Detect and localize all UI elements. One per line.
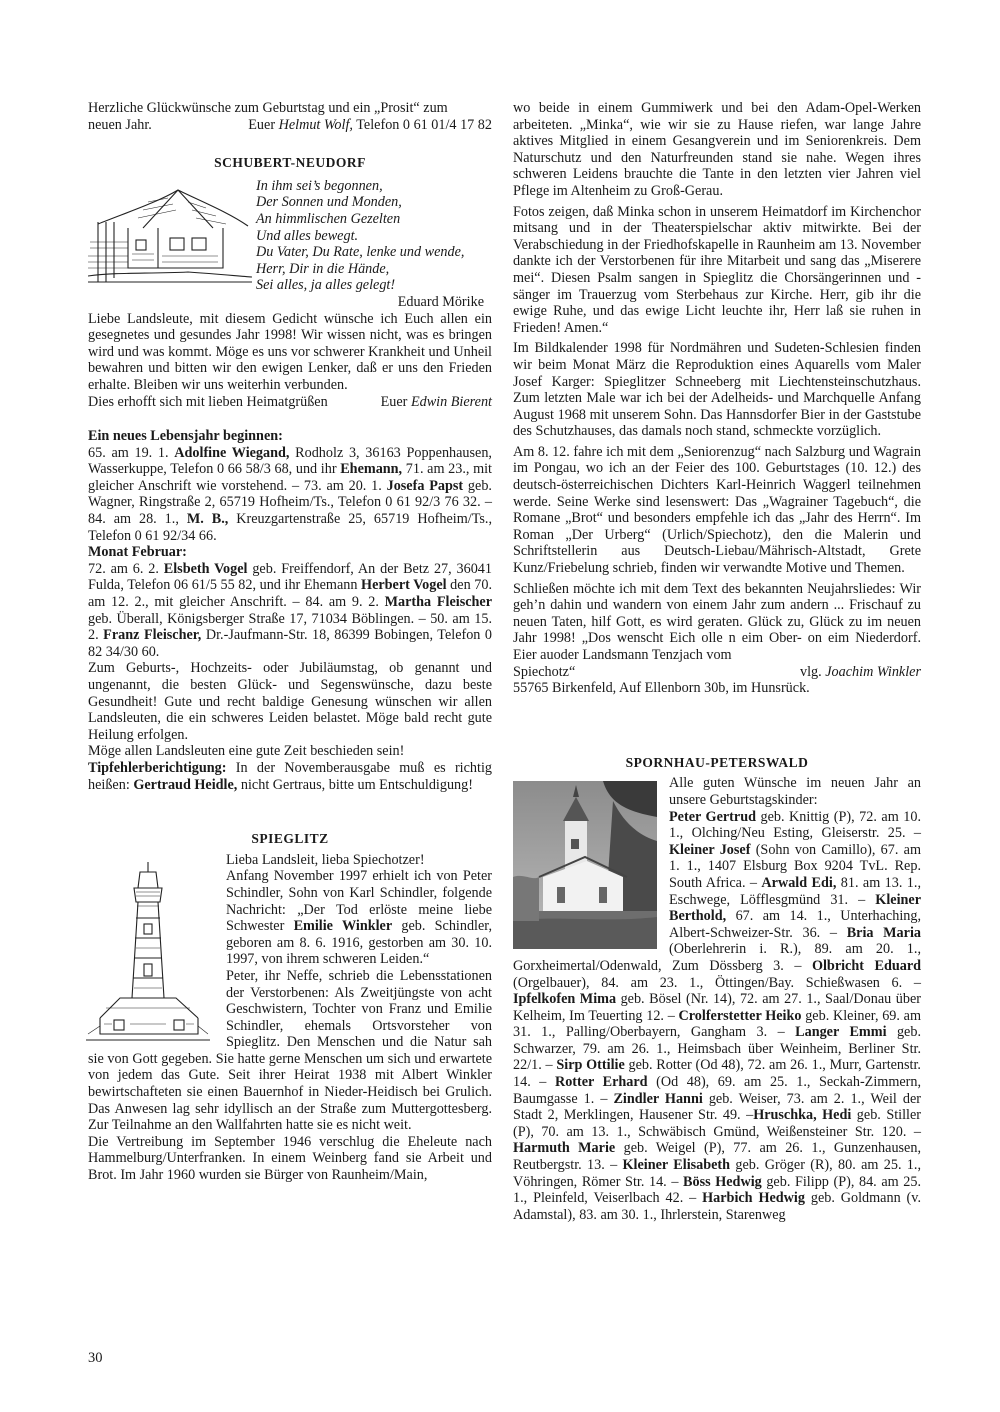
page-number: 30 [88,1350,103,1366]
wishes-text: Zum Geburts-, Hochzeits- oder Jubiläumstag, ob genannt und ungenannt, die besten Glück- und Segenswünsche, dazu beste Gesundheit! Gute und recht baldige Genesung wünschen wir allen Landsleuten, die ein schweres Leiden belastet. Möge bald recht gute Heilung erfolgen. [88,660,492,743]
church-photo [513,781,657,949]
birthdays-heading: Ein neues Lebensjahr beginnen: [88,428,283,445]
section-heading-schubert-neudorf: SCHUBERT-NEUDORF [214,155,366,171]
right-paragraph-1: wo beide in einem Gummiwerk und bei den Adam-Opel-Werken arbeiteten. „Minka“, wie wir sie zu Hause riefen, war lange Jahre aktives Mitglied in einem Gesangverein und im Seniorenkreis. Dem Naturschutz und den Naturfreunden stand sie nahe. Wegen ihres schweren Leidens brauchte die Tante in den letzten vier Jahren viel Pflege im Altenheim zu Groß-Gerau. [513,100,921,199]
farmhouse-drawing [88,182,252,290]
right-paragraph-2: Fotos zeigen, daß Minka schon in unserem Heimatdorf im Kirchenchor mitsang und in der Theaterspielschar aktiv mitwirkte. Bei der Verabschiedung in der Friedhofskapelle in Raunheim am 13. November dankte ich der Verstorbenen für ihre Mitarbeit und sang das „Miserere mei“. Diesen Psalm sangen in Spieglitz die Chorsängerinnen und -sänger im Trauerzug vom Sterbehaus zur Kirche. Herr, gib ihr die ewige Ruhe, und das ewige Licht leuchte ihr, Herr laß sie ruhen in Frieden! Amen.“ [513,203,921,336]
lookout-tower-drawing [86,858,210,1042]
spieglitz-paragraph-3: Die Vertreibung im September 1946 verschlug die Eheleute nach Hammelburg/Unterfranken. In einem Weinberg fand sie Arbeit und Brot. Im Jahr 1960 wurden sie Bürger von Raunheim/Main, [88,1133,492,1184]
right-paragraph-4: Am 8. 12. fahre ich mit dem „Seniorenzug“ nach Salzburg und Wagrain im Pongau, wo ich an der Feier des 100. Geburtstages (10. 12.) des deutsch-österreichischen Dichters Karl-Heinrich Waggerl teilnehmen werde. Seine Werke sind lesenswert: Das „Wagrainer Tagebuch“, die Romane „Brot“ und besonders empfehle ich das „Jahr des Herrn“. Im Roman „Der Urberg“ (Urlich/Spiechotz), den die Malerin und Schriftstellerin aus Deutsch-Liebau/Mährisch-Altstadt, Grete Kunz/Friebelung schrieb, finden wir verwandte Motive und Themen. [513,443,921,577]
poem-author: Eduard Mörike [397,293,484,310]
birthdays-february: 72. am 6. 2. Elsbeth Vogel geb. Freiffendorf, An der Betz 27, 36041 Fulda, Telefon 06 61/5 55 82, und ihr Ehemann Herbert Vogel den 70. am 12. 2., mit gleicher Anschrift. – 84. am 9. 2. Martha Fleischer geb. Überall, Königsberger Straße 17, 71034 Böblingen. – 50. am 15. 2. Franz Fleischer, Dr.-Jaufmann-Str. 18, 86399 Bobingen, Telefon 0 82 34/30 60. [88,560,493,660]
spornhau-text: Alle guten Wünsche im neuen Jahr an unsere Geburtstagskinder: Peter Gertrud geb. Knittig (P), 72. am 10. 1., Olching/Neu Esting, Gleiserstr. 25. – Kleiner Josef (Sohn von Camillo), 67. am 1. 1., 1407 Elsburg Box 9204 TvL. Rep. South Africa. – Arwald Edi, 81. am 13. 1., Eschwege, Löfflesgmünd 31. – Kleiner Berthold, 67. am 14. 1., Unterhaching, Albert-Schweizer-Str. 36. – Bria Maria (Oberlehrerin i. R.), 89. am 20. 1., Gorxheimertal/Odenwald, Zum Dössberg 3. – Olbricht Eduard (Orgelbauer), 84. am 23. 1., Öttingen/Bay. Schießwasen 6. – Ipfelkofen Mima geb. Bösel (Nr. 14), 72. am 27. 1., Saal/Donau über Kelheim, Im Teuerting 12. – Crolferstetter Heiko geb. Kleiner, 69. am 31. 1., Palling/Oberbayern, Gangham 3. – Langer Emmi geb. Schwarzer, 79. am 26. 1., Heimsbach über Weinheim, Berliner Str. 22/1. – Sirp Ottilie geb. Rotter (Od 48), 72. am 26. 1., Murr, Gartenstr. 14. – Rotter Erhard (Od 48), 69. am 25. 1., Seckah-Zimmern, Baumgasse 1. – Zindler Hanni geb. Weiser, 73. am 2. 1., Weil der Stadt 2, Merklingen, Hausener Str. 49. –Hruschka, Hedi geb. Stiller (P), 70. am 13. 1., Schwäbisch Gmünd, Weißensteiner Str. 120. – Harmuth Marie geb. Weigel (P), 77. am 26. 1., Gunzenhausen, Reutbergstr. 13. – Kleiner Elisabeth geb. Gröger (R), 80. am 25. 1., Vöhringen, Römer Str. 14. – Böss Hedwig geb. Filipp (P), 84. am 25. 1., Pleinfeld, Veiserlbach 42. – Harbich Hedwig geb. Goldmann (v. Adamstal), 83. am 30. 1., Ihrlerstein, Starenweg [513,775,922,1223]
right-paragraph-5: Schließen möchte ich mit dem Text des bekannten Neujahrsliedes: Wir geh’n dahin und wandern von einem Jahr zum andern ... Frischauf zu neuen Taten, hilf Gott, es wird geraten. Glück zu, Glück zu im neuen Jahr 1998! „Dos wenscht Eich olle n eim Ober- on eim Niederdorf. Eier auoder Landsmann Tenzjach vom [513,580,921,663]
left-column [88,100,492,1188]
spieglitz-intro: Lieba Landsleit, lieba Spiechotzer! Anfang November 1997 erhielt ich von Peter Schindler, Sohn von Karl Schindler, folgende Nachricht: „Der Tod erlöste meine liebe Schwester Emilie Winkler geb. Schindler, geboren am 8. 6. 1916, gestorben am 30. 10. 1997, von ihrem schweren Leiden.“ Peter, ihr Neffe, schrieb die Lebensstationen der Verstorbenen: Als Zweitjüngste von acht Geschwistern, Tochter von Franz und Emilie Schindler, ehemals Ortsvorsteher von Spieglitz. Den Menschen und die Natur sah sie von Gott gegeben. Sie hatte gerne Menschen um sich und erwartete von jedem das Gute. Seit ihrer Heirat 1938 mit Albert Winkler bewirtschafteten sie einen Bauernhof in Nieder-Heidisch bei Grulich. Das Anwesen lag sehr idyllisch an der Straße zum Muttergottesberg. Zur Teilnahme an den Wallfahrten hatte sie es nicht weit. [88,851,493,1134]
intro-greeting: Herzliche Glückwünsche zum Geburtstag und ein „Prosit“ zum neuen Jahr. Euer Helmut Wolf, Telefon 0 61 01/4 17 82 [88,100,492,133]
signature-line: Spiechotz“ vlg. Joachim Winkler [513,663,921,680]
spornhau-birthdays [513,775,921,1223]
poem-text: In ihm sei’s begonnen, Der Sonnen und Monden, An himmlischen Gezelten Und alles bewegt. Du Vater, Du Rate, lenke und wende, Herr, Dir in die Hände, Sei alles, ja alles gelegt! [256,177,465,294]
letter-text: Liebe Landsleute, mit diesem Gedicht wünsche ich Euch allen ein gesegnetes und gesundes Jahr 1998! Wir wissen nicht, was es bringen wird und was kommt. Möge es uns vor schwerer Krankheit und Unheil bewahren und bitten wir den ewigen Lenker, daß er uns den Frieden erhalte. Bleiben wir uns weiterhin verbunden. [88,310,492,393]
right-column [513,100,921,1223]
time-wish: Möge allen Landsleuten eine gute Zeit beschieden sein! [88,743,405,760]
spieglitz-paragraph-2: Peter, ihr Neffe, schrieb die Lebensstationen der Verstorbenen: Als Zweitjüngste von acht Geschwistern, Tochter von Franz und Emilie Schindler, ehemals Ortsvorsteher von Spieglitz. Den Menschen und die Natur sah sie von Gott gegeben. Sie hatte gerne Menschen um sich und erwartete von jedem das Gute. Seit ihrer Heirat 1938 mit Albert Winkler bewirtschafteten sie einen Bauernhof in Nieder-Heidisch bei Grulich. Das Anwesen lag sehr idyllisch an der Straße zum Muttergottesberg. Zur Teilnahme an den Wallfahrten hatte sie es nicht weit. [88,967,492,1134]
poem-block [88,178,492,311]
february-heading: Monat Februar: [88,544,187,561]
section-heading-spieglitz: SPIEGLITZ [251,831,329,847]
birthdays-january: 65. am 19. 1. Adolfine Wiegand, Rodholz 3, 36163 Poppenhausen, Wasserkuppe, Telefon 0 66 58/3 68, und ihr Ehemann, 71. am 23., mit gleicher Anschrift wie vorstehend. – 73. am 20. 1. Josefa Papst geb. Wagner, Ringstraße 2, 65719 Hofheim/Ts., Telefon 0 61 92/3 76 32. – 84. am 28. 1., M. B., Kreuzgartenstraße 25, 65719 Hofheim/Ts., Telefon 0 61 92/34 66. [88,444,493,544]
right-paragraph-3: Im Bildkalender 1998 für Nordmähren und Sudeten-Schlesien finden wir beim Monat März die Reproduktion eines Aquarells vom Maler Josef Karger: Spieglitzer Schneeberg mit Liechtensteinschutzhaus. Zum letzten Male war ich bei der Adelheids- und Marchquelle Anfang August 1968 mit unserem Sohn. Das Hannsdorfer Bier in der Gaststube des Schutzhauses, das damals noch stand, schmeckte vorzüglich. [513,340,921,440]
typo-correction: Tipfehlerberichtigung: In der Novemberausgabe muß es richtig heißen: Gertraud Heidle, nicht Gertraus, bitte um Entschuldigung! [88,759,492,793]
section-heading-spornhau-peterswald: SPORNHAU-PETERSWALD [625,754,809,770]
letter-closing: Dies erhofft sich mit lieben Heimatgrüßen Euer Edwin Bierent [88,393,492,410]
signature-address: 55765 Birkenfeld, Auf Ellenborn 30b, im Hunsrück. [513,680,810,697]
